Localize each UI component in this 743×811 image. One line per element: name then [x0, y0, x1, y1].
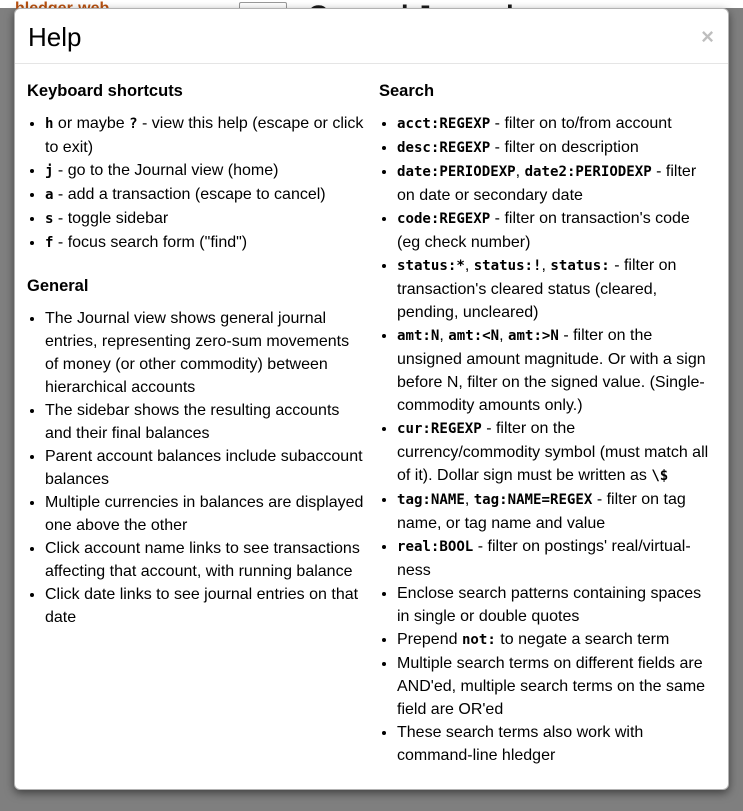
help-list-item	[397, 136, 716, 160]
code-term: j	[45, 163, 54, 180]
text-run: Click date links to see journal entries on that date	[45, 586, 359, 627]
general-list	[27, 307, 364, 629]
code-term: tag:NAME	[397, 492, 465, 509]
text-run: Parent account balances include subaccount balances	[45, 448, 363, 489]
text-run: ,	[515, 163, 525, 181]
code-term: code:REGEXP	[397, 211, 491, 228]
text-run: - filter on the currency/commodity symbol (must match all of it). Dollar sign must be written as	[397, 420, 709, 485]
text-run: ,	[499, 327, 509, 345]
code-term: acct:REGEXP	[397, 116, 491, 133]
code-term: f	[45, 235, 54, 252]
code-term: ?	[129, 116, 138, 133]
code-term: real:BOOL	[397, 539, 474, 556]
code-term: status:	[550, 258, 610, 275]
text-run: ,	[541, 257, 551, 275]
text-run: Multiple currencies in balances are displayed one above the other	[45, 494, 364, 535]
text-run: Multiple search terms on different fields are AND'ed, multiple search terms on the same field are OR'ed	[397, 655, 706, 719]
left-column	[27, 82, 364, 787]
help-list-item	[45, 537, 364, 583]
code-term: desc:REGEXP	[397, 140, 491, 157]
code-term: amt:<N	[448, 328, 500, 345]
section-heading-search: Search	[379, 82, 435, 101]
text-run: Click account name links to see transactions affecting that account, with running balance	[45, 540, 360, 581]
section-general	[27, 277, 364, 629]
code-term: amt:>N	[508, 328, 559, 345]
help-list-item	[45, 207, 364, 231]
keyboard-shortcuts-list	[27, 112, 364, 255]
help-list-item	[45, 491, 364, 537]
text-run: Prepend	[397, 631, 462, 649]
help-list-item	[45, 583, 364, 629]
section-heading-general: General	[27, 277, 89, 296]
text-run: ,	[439, 327, 449, 345]
text-run: or maybe	[53, 115, 130, 133]
help-list-item	[45, 399, 364, 445]
text-run: The Journal view shows general journal entries, representing zero-sum movements of money (or other commodity) between hierarchical accounts	[45, 310, 350, 397]
text-run: - filter on description	[490, 139, 639, 157]
help-list-item	[45, 159, 364, 183]
text-run: - view this help (escape or click to exit)	[45, 115, 364, 157]
help-list-item	[45, 231, 364, 255]
help-list-item	[397, 254, 716, 324]
code-term: h	[45, 116, 54, 133]
help-list-item	[45, 307, 364, 399]
section-heading-keyboard-shortcuts: Keyboard shortcuts	[27, 82, 183, 101]
code-term: not:	[461, 632, 496, 649]
code-term: \$	[651, 468, 669, 485]
code-term: tag:NAME=REGEX	[473, 492, 593, 509]
help-list-item	[397, 652, 716, 721]
text-run: - toggle sidebar	[53, 210, 169, 228]
code-term: amt:N	[397, 328, 440, 345]
text-run: - focus search form ("find")	[53, 234, 248, 252]
text-run: - filter on transaction's cleared status (cleared, pending, uncleared)	[397, 257, 677, 322]
text-run: - filter on date or secondary date	[397, 163, 697, 205]
help-list-item	[397, 582, 716, 628]
text-run: ,	[464, 257, 474, 275]
text-run: ,	[464, 491, 474, 509]
section-search	[379, 82, 716, 767]
close-icon[interactable]: ×	[701, 24, 714, 49]
text-run: to negate a search term	[495, 631, 670, 649]
right-column	[379, 82, 716, 787]
modal-header	[15, 9, 728, 64]
code-term: cur:REGEXP	[397, 421, 482, 438]
help-list-item	[45, 445, 364, 491]
code-term: status:*	[397, 258, 465, 275]
text-run: - filter on the unsigned amount magnitude. Or with a sign before N, filter on the signed value. (Single-commodity amounts only.)	[397, 327, 706, 415]
modal-title: Help	[28, 22, 82, 52]
help-list-item	[397, 160, 716, 207]
help-list-item	[397, 324, 716, 417]
help-list-item	[397, 535, 716, 582]
text-run: - filter on tag name, or tag name and value	[397, 491, 686, 533]
text-run: These search terms also work with command-line hledger	[397, 724, 644, 765]
search-list	[379, 112, 716, 767]
help-list-item	[397, 488, 716, 535]
help-modal	[14, 8, 729, 790]
modal-body	[15, 64, 728, 801]
code-term: s	[45, 211, 54, 228]
help-list-item	[45, 183, 364, 207]
text-run: - filter on postings' real/virtual-ness	[397, 538, 691, 580]
code-term: status:!	[473, 258, 542, 275]
code-term: a	[45, 187, 54, 204]
text-run: - go to the Journal view (home)	[53, 162, 279, 180]
help-list-item	[397, 207, 716, 254]
text-run: - add a transaction (escape to cancel)	[53, 186, 326, 204]
text-run: - filter on transaction's code (eg check number)	[397, 210, 690, 252]
help-list-item	[45, 112, 364, 159]
text-run: Enclose search patterns containing spaces in single or double quotes	[397, 585, 702, 626]
section-keyboard-shortcuts	[27, 82, 364, 255]
help-list-item	[397, 112, 716, 136]
code-term: date:PERIODEXP	[397, 164, 516, 181]
text-run: - filter on to/from account	[490, 115, 672, 133]
background-top-strip	[0, 0, 743, 8]
text-run: The sidebar shows the resulting accounts and their final balances	[45, 402, 340, 443]
help-list-item	[397, 721, 716, 767]
help-list-item	[397, 628, 716, 652]
help-list-item	[397, 417, 716, 488]
code-term: date2:PERIODEXP	[524, 164, 652, 181]
